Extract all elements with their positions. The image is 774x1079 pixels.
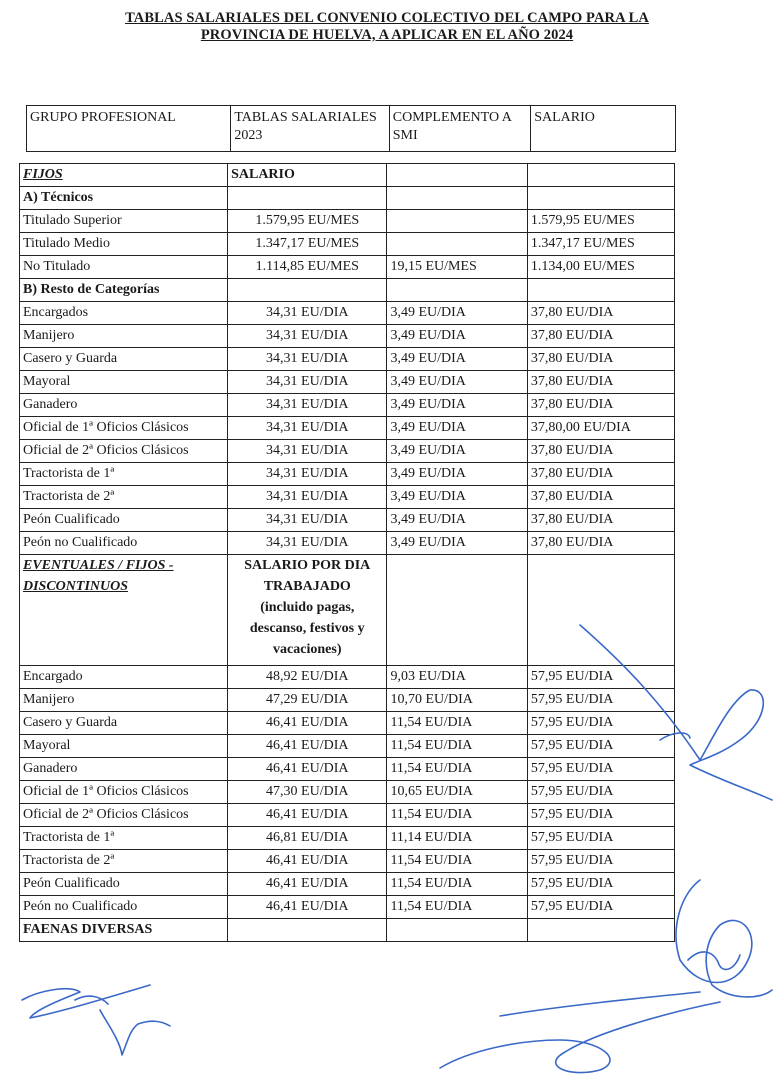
salario-label-line-4: descanso, festivos y bbox=[249, 621, 365, 636]
category-cell: Oficial de 2ª Oficios Clásicos bbox=[20, 804, 228, 827]
category-cell: Peón Cualificado bbox=[20, 509, 228, 532]
header-salario: SALARIO bbox=[531, 106, 676, 152]
empty-cell bbox=[228, 187, 387, 210]
table-row bbox=[20, 394, 675, 417]
category-cell: Oficial de 2ª Oficios Clásicos bbox=[20, 440, 228, 463]
complement-cell: 10,70 EU/DIA bbox=[387, 689, 527, 712]
table-row bbox=[20, 233, 675, 256]
complement-cell: 3,49 EU/DIA bbox=[387, 302, 527, 325]
complement-cell: 3,49 EU/DIA bbox=[387, 486, 527, 509]
base-salary-cell: 46,41 EU/DIA bbox=[228, 735, 387, 758]
base-salary-cell: 47,30 EU/DIA bbox=[228, 781, 387, 804]
salario-label-line-2: TRABAJADO bbox=[263, 579, 351, 594]
eventuales-title-line-1: EVENTUALES / FIJOS - bbox=[23, 558, 174, 573]
complement-cell: 10,65 EU/DIA bbox=[387, 781, 527, 804]
base-salary-cell: 34,31 EU/DIA bbox=[228, 440, 387, 463]
complement-cell: 3,49 EU/DIA bbox=[387, 417, 527, 440]
empty-cell bbox=[527, 279, 674, 302]
total-salary-cell: 37,80 EU/DIA bbox=[527, 463, 674, 486]
category-cell: Tractorista de 1ª bbox=[20, 463, 228, 486]
empty-cell bbox=[387, 164, 527, 187]
total-salary-cell: 57,95 EU/DIA bbox=[527, 689, 674, 712]
table-row bbox=[20, 325, 675, 348]
base-salary-cell: 46,41 EU/DIA bbox=[228, 850, 387, 873]
base-salary-cell: 34,31 EU/DIA bbox=[228, 463, 387, 486]
complement-cell: 3,49 EU/DIA bbox=[387, 509, 527, 532]
eventuales-title bbox=[20, 555, 228, 666]
tecnicos-title: A) Técnicos bbox=[20, 187, 228, 210]
table-row bbox=[20, 486, 675, 509]
total-salary-cell: 1.134,00 EU/MES bbox=[527, 256, 674, 279]
empty-cell bbox=[387, 279, 527, 302]
complement-cell: 11,54 EU/DIA bbox=[387, 735, 527, 758]
base-salary-cell: 1.114,85 EU/MES bbox=[228, 256, 387, 279]
category-cell: Peón no Cualificado bbox=[20, 896, 228, 919]
table-row bbox=[20, 371, 675, 394]
total-salary-cell: 57,95 EU/DIA bbox=[527, 896, 674, 919]
table-row bbox=[20, 827, 675, 850]
category-cell: Peón no Cualificado bbox=[20, 532, 228, 555]
total-salary-cell: 37,80 EU/DIA bbox=[527, 348, 674, 371]
base-salary-cell: 34,31 EU/DIA bbox=[228, 394, 387, 417]
total-salary-cell: 37,80 EU/DIA bbox=[527, 371, 674, 394]
table-row bbox=[20, 417, 675, 440]
eventuales-salario-label bbox=[228, 555, 387, 666]
base-salary-cell: 34,31 EU/DIA bbox=[228, 486, 387, 509]
tecnicos-header-row bbox=[20, 187, 675, 210]
empty-cell bbox=[527, 187, 674, 210]
table-row bbox=[20, 348, 675, 371]
base-salary-cell: 34,31 EU/DIA bbox=[228, 417, 387, 440]
empty-cell bbox=[527, 164, 674, 187]
resto-header-row bbox=[20, 279, 675, 302]
complement-cell: 3,49 EU/DIA bbox=[387, 440, 527, 463]
complement-cell: 11,14 EU/DIA bbox=[387, 827, 527, 850]
total-salary-cell: 37,80 EU/DIA bbox=[527, 440, 674, 463]
table-row bbox=[20, 532, 675, 555]
category-cell: Titulado Superior bbox=[20, 210, 228, 233]
table-row bbox=[20, 758, 675, 781]
complement-cell: 3,49 EU/DIA bbox=[387, 394, 527, 417]
empty-cell bbox=[527, 919, 674, 942]
total-salary-cell: 57,95 EU/DIA bbox=[527, 873, 674, 896]
category-cell: Ganadero bbox=[20, 394, 228, 417]
base-salary-cell: 34,31 EU/DIA bbox=[228, 509, 387, 532]
complement-cell: 19,15 EU/MES bbox=[387, 256, 527, 279]
table-row bbox=[20, 873, 675, 896]
base-salary-cell: 46,41 EU/DIA bbox=[228, 712, 387, 735]
resto-title: B) Resto de Categorías bbox=[20, 279, 228, 302]
base-salary-cell: 34,31 EU/DIA bbox=[228, 532, 387, 555]
total-salary-cell: 37,80 EU/DIA bbox=[527, 509, 674, 532]
table-row bbox=[20, 896, 675, 919]
header-row bbox=[27, 106, 676, 152]
signature-right-lower-mark bbox=[676, 880, 772, 997]
complement-cell: 11,54 EU/DIA bbox=[387, 804, 527, 827]
base-salary-cell: 48,92 EU/DIA bbox=[228, 666, 387, 689]
table-row bbox=[20, 256, 675, 279]
total-salary-cell: 57,95 EU/DIA bbox=[527, 804, 674, 827]
title-line-2: PROVINCIA DE HUELVA, A APLICAR EN EL AÑO 2024 bbox=[200, 27, 574, 43]
salary-table bbox=[19, 163, 675, 942]
empty-cell bbox=[527, 555, 674, 666]
fijos-title: FIJOS bbox=[20, 164, 228, 187]
base-salary-cell: 1.579,95 EU/MES bbox=[228, 210, 387, 233]
total-salary-cell: 57,95 EU/DIA bbox=[527, 712, 674, 735]
table-row bbox=[20, 781, 675, 804]
base-salary-cell: 46,41 EU/DIA bbox=[228, 758, 387, 781]
category-cell: Manijero bbox=[20, 325, 228, 348]
table-row bbox=[20, 735, 675, 758]
title-line-1: TABLAS SALARIALES DEL CONVENIO COLECTIVO DEL CAMPO PARA LA bbox=[125, 10, 649, 26]
total-salary-cell: 57,95 EU/DIA bbox=[527, 781, 674, 804]
signature-bottom-center bbox=[440, 1002, 720, 1073]
category-cell: Casero y Guarda bbox=[20, 712, 228, 735]
total-salary-cell: 37,80 EU/DIA bbox=[527, 302, 674, 325]
empty-cell bbox=[387, 187, 527, 210]
total-salary-cell: 57,95 EU/DIA bbox=[527, 850, 674, 873]
empty-cell bbox=[228, 919, 387, 942]
header-complemento-smi: COMPLEMENTO A SMI bbox=[389, 106, 530, 152]
header-grupo-profesional: GRUPO PROFESIONAL bbox=[27, 106, 231, 152]
complement-cell: 11,54 EU/DIA bbox=[387, 712, 527, 735]
document-title bbox=[0, 10, 774, 44]
total-salary-cell: 37,80,00 EU/DIA bbox=[527, 417, 674, 440]
empty-cell bbox=[228, 279, 387, 302]
base-salary-cell: 47,29 EU/DIA bbox=[228, 689, 387, 712]
total-salary-cell: 1.579,95 EU/MES bbox=[527, 210, 674, 233]
table-row bbox=[20, 440, 675, 463]
total-salary-cell: 37,80 EU/DIA bbox=[527, 394, 674, 417]
category-cell: Manijero bbox=[20, 689, 228, 712]
total-salary-cell: 57,95 EU/DIA bbox=[527, 827, 674, 850]
category-cell: Encargado bbox=[20, 666, 228, 689]
complement-cell: 3,49 EU/DIA bbox=[387, 371, 527, 394]
total-salary-cell: 37,80 EU/DIA bbox=[527, 486, 674, 509]
faenas-header-row bbox=[20, 919, 675, 942]
category-cell: Oficial de 1ª Oficios Clásicos bbox=[20, 781, 228, 804]
category-cell: Casero y Guarda bbox=[20, 348, 228, 371]
complement-cell: 11,54 EU/DIA bbox=[387, 896, 527, 919]
empty-cell bbox=[387, 555, 527, 666]
base-salary-cell: 46,41 EU/DIA bbox=[228, 896, 387, 919]
category-cell: Tractorista de 2ª bbox=[20, 850, 228, 873]
table-row bbox=[20, 850, 675, 873]
salario-label-line-3: (incluido pagas, bbox=[260, 600, 355, 615]
header-tablas-salariales: TABLAS SALARIALES 2023 bbox=[231, 106, 389, 152]
complement-cell: 3,49 EU/DIA bbox=[387, 348, 527, 371]
signature-right-lower-scribble bbox=[688, 952, 740, 970]
base-salary-cell: 34,31 EU/DIA bbox=[228, 302, 387, 325]
signature-bottom-left bbox=[22, 985, 170, 1055]
base-salary-cell: 34,31 EU/DIA bbox=[228, 371, 387, 394]
complement-cell: 11,54 EU/DIA bbox=[387, 850, 527, 873]
table-row bbox=[20, 210, 675, 233]
total-salary-cell: 57,95 EU/DIA bbox=[527, 758, 674, 781]
complement-cell: 3,49 EU/DIA bbox=[387, 463, 527, 486]
category-cell: Encargados bbox=[20, 302, 228, 325]
category-cell: Mayoral bbox=[20, 371, 228, 394]
salario-label-line-5: vacaciones) bbox=[273, 642, 342, 657]
total-salary-cell: 37,80 EU/DIA bbox=[527, 532, 674, 555]
category-cell: Oficial de 1ª Oficios Clásicos bbox=[20, 417, 228, 440]
category-cell: No Titulado bbox=[20, 256, 228, 279]
salary-table-body bbox=[20, 164, 675, 942]
category-cell: Mayoral bbox=[20, 735, 228, 758]
category-cell: Tractorista de 2ª bbox=[20, 486, 228, 509]
complement-cell: 3,49 EU/DIA bbox=[387, 325, 527, 348]
signature-bottom-center-line bbox=[500, 992, 700, 1016]
table-row bbox=[20, 463, 675, 486]
empty-cell bbox=[387, 919, 527, 942]
column-header-table bbox=[26, 105, 676, 152]
table-row bbox=[20, 302, 675, 325]
total-salary-cell: 57,95 EU/DIA bbox=[527, 666, 674, 689]
table-row bbox=[20, 804, 675, 827]
complement-cell: 11,54 EU/DIA bbox=[387, 873, 527, 896]
base-salary-cell: 46,81 EU/DIA bbox=[228, 827, 387, 850]
base-salary-cell: 1.347,17 EU/MES bbox=[228, 233, 387, 256]
base-salary-cell: 46,41 EU/DIA bbox=[228, 804, 387, 827]
total-salary-cell: 37,80 EU/DIA bbox=[527, 325, 674, 348]
table-row bbox=[20, 509, 675, 532]
complement-cell bbox=[387, 210, 527, 233]
category-cell: Tractorista de 1ª bbox=[20, 827, 228, 850]
eventuales-header-row bbox=[20, 555, 675, 666]
base-salary-cell: 46,41 EU/DIA bbox=[228, 873, 387, 896]
fijos-header-row bbox=[20, 164, 675, 187]
table-row bbox=[20, 689, 675, 712]
complement-cell: 11,54 EU/DIA bbox=[387, 758, 527, 781]
salario-label-line-1: SALARIO POR DIA bbox=[244, 558, 371, 573]
category-cell: Titulado Medio bbox=[20, 233, 228, 256]
base-salary-cell: 34,31 EU/DIA bbox=[228, 348, 387, 371]
total-salary-cell: 1.347,17 EU/MES bbox=[527, 233, 674, 256]
complement-cell bbox=[387, 233, 527, 256]
base-salary-cell: 34,31 EU/DIA bbox=[228, 325, 387, 348]
complement-cell: 3,49 EU/DIA bbox=[387, 532, 527, 555]
category-cell: Ganadero bbox=[20, 758, 228, 781]
fijos-salario-label: SALARIO bbox=[228, 164, 387, 187]
complement-cell: 9,03 EU/DIA bbox=[387, 666, 527, 689]
total-salary-cell: 57,95 EU/DIA bbox=[527, 735, 674, 758]
eventuales-title-line-2: DISCONTINUOS bbox=[23, 579, 129, 594]
faenas-title: FAENAS DIVERSAS bbox=[20, 919, 228, 942]
table-row bbox=[20, 712, 675, 735]
table-row bbox=[20, 666, 675, 689]
category-cell: Peón Cualificado bbox=[20, 873, 228, 896]
